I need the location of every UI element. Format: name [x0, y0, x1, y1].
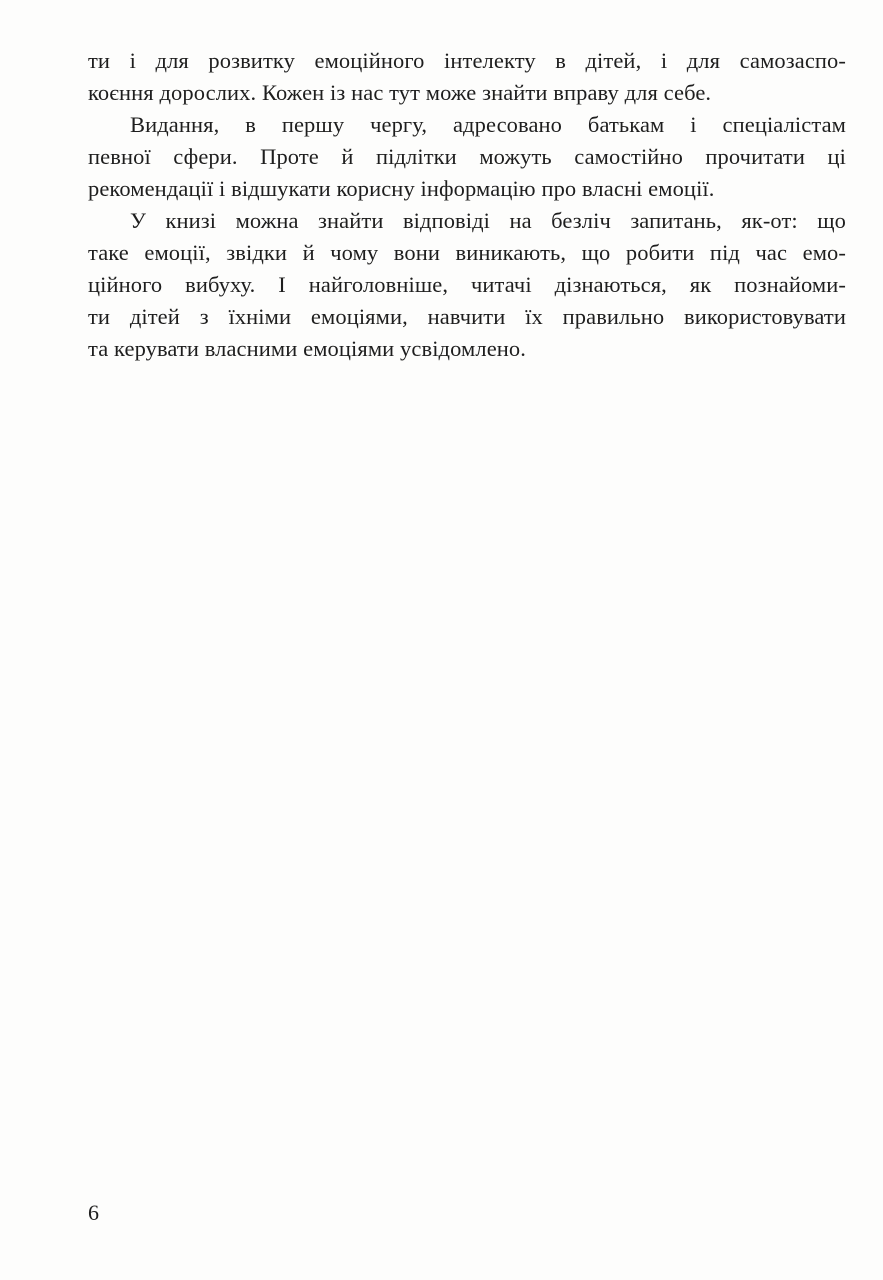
text-line: ти дітей з їхніми емоціями, навчити їх правильно використовувати — [88, 304, 846, 329]
text-line: Видання, в першу чергу, адресовано батькам і спеціалістам — [130, 112, 846, 137]
text-line: коєння дорослих. Кожен із нас тут може знайти вправу для себе. — [88, 80, 712, 105]
text-line: ційного вибуху. І найголовніше, читачі дізнаються, як познайоми- — [88, 272, 846, 297]
text-line: та керувати власними емоціями усвідомлено. — [88, 336, 526, 361]
text-line: рекомендації і відшукати корисну інформацію про власні емоції. — [88, 176, 715, 201]
page-number: 6 — [88, 1200, 99, 1225]
body-text — [88, 45, 846, 365]
text-line: ти і для розвитку емоційного інтелекту в дітей, і для самозаспо- — [88, 48, 846, 73]
text-line: таке емоції, звідки й чому вони виникають, що робити під час емо- — [88, 240, 846, 265]
text-line: певної сфери. Проте й підлітки можуть самостійно прочитати ці — [88, 144, 846, 169]
text-line: У книзі можна знайти відповіді на безліч запитань, як-от: що — [130, 208, 846, 233]
